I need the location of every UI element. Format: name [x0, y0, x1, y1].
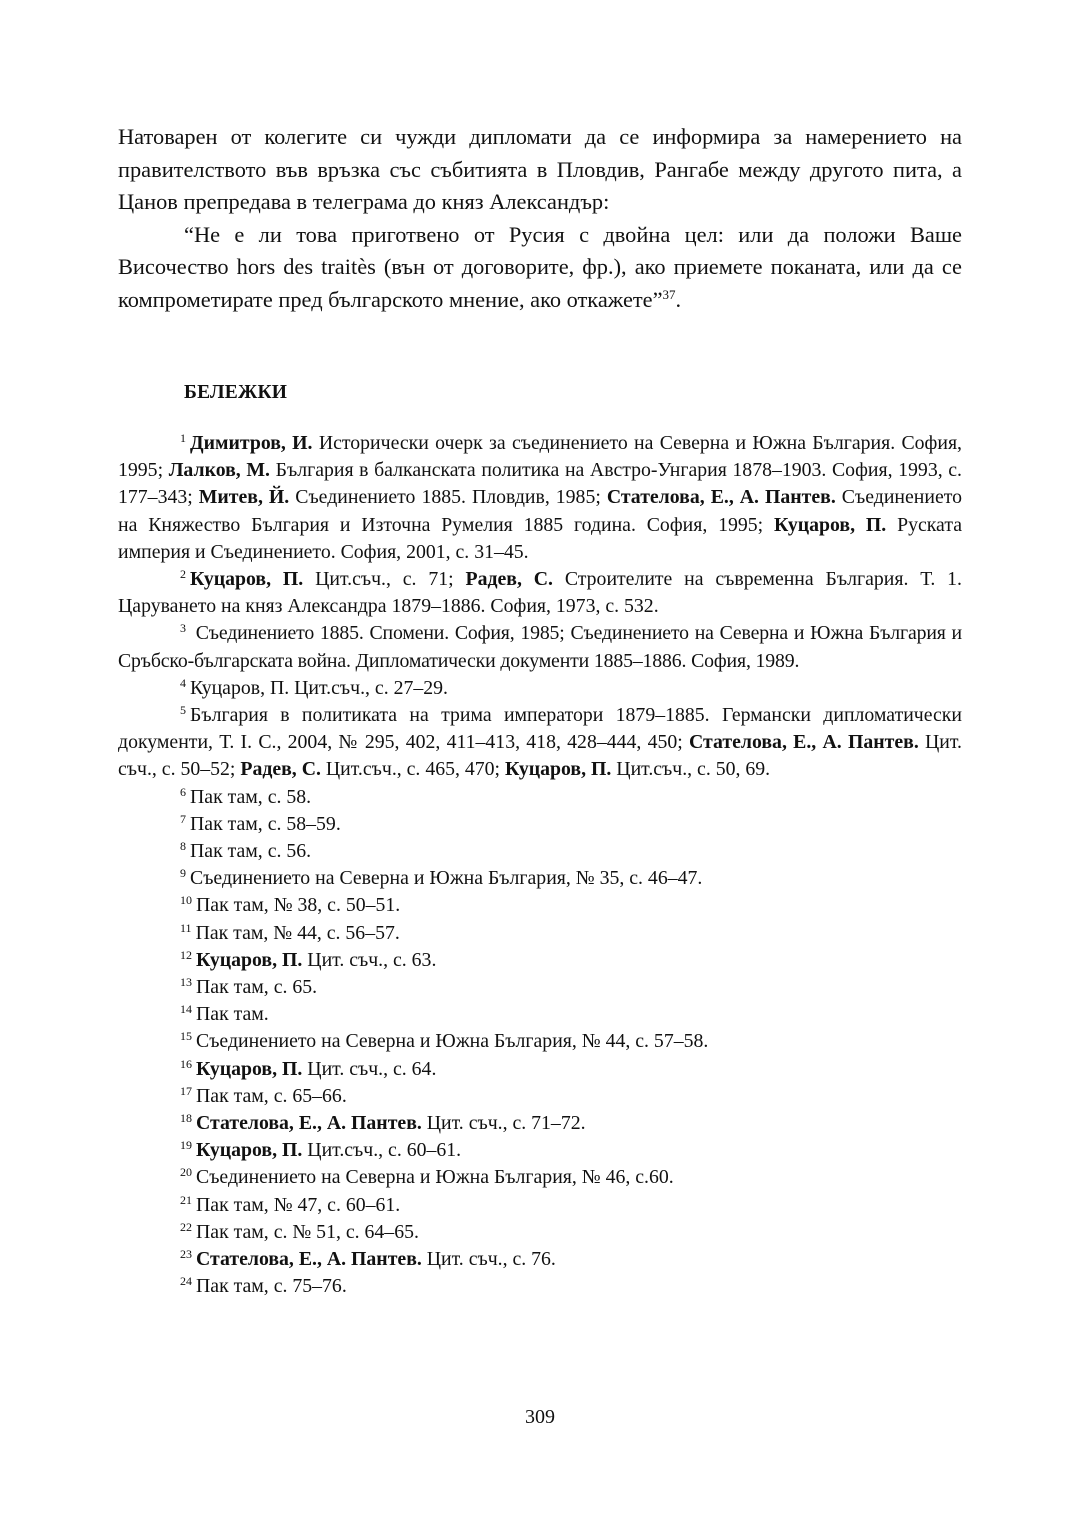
note-text: Съединението на Княжество България и Източна Румелия 1885 година. София, 1995; — [118, 486, 962, 536]
note-author: Лалков, М. — [168, 459, 270, 482]
note-item — [118, 838, 962, 865]
note-text: Строителите на съвременна България. Т. 1. Царуването на княз Александра 1879–1886. София, 1973, с. 532. — [118, 568, 962, 618]
note-number: 8 — [180, 839, 186, 854]
note-text: Пак там, с. 65–66. — [196, 1084, 347, 1107]
note-number: 22 — [180, 1219, 192, 1234]
note-text: Пак там. — [196, 1003, 269, 1026]
note-item — [118, 702, 962, 784]
note-author: Стателова, Е., А. Пантев. — [196, 1112, 422, 1135]
note-item — [118, 865, 962, 892]
note-number: 15 — [180, 1029, 192, 1044]
note-number: 11 — [180, 920, 192, 935]
quote-paragraph — [118, 219, 962, 317]
note-author: Куцаров, П. — [196, 948, 303, 971]
note-item — [118, 620, 962, 674]
note-text: Цит.съч., с. 50, 69. — [611, 758, 771, 781]
note-text: Съединението на Северна и Южна България, № 44, с. 57–58. — [196, 1030, 709, 1053]
note-item — [118, 566, 962, 620]
note-text: Цит. съч., с. 64. — [302, 1057, 437, 1080]
page-content — [118, 121, 962, 1301]
note-item — [118, 1273, 962, 1300]
notes-heading: БЕЛЕЖКИ — [184, 382, 288, 403]
footnote-reference: 37 — [662, 286, 676, 302]
note-text: Пак там, № 44, с. 56–57. — [195, 921, 400, 944]
note-item — [118, 1137, 962, 1164]
note-author: Куцаров, П. — [190, 568, 304, 591]
notes-list — [118, 430, 962, 1301]
quote-end: . — [675, 286, 682, 312]
note-text: Цит.съч., с. 71; — [303, 568, 466, 591]
note-text: Руската империя и Съединението. София, 2001, с. 31–45. — [118, 513, 962, 563]
note-number: 24 — [180, 1274, 192, 1289]
note-number: 20 — [180, 1165, 192, 1180]
note-number: 12 — [180, 947, 192, 962]
note-item — [118, 947, 962, 974]
note-item — [118, 1110, 962, 1137]
note-text: Пак там, с. 65. — [196, 976, 318, 999]
note-item — [118, 1083, 962, 1110]
note-author: Куцаров, П. — [196, 1139, 303, 1162]
note-number: 5 — [180, 703, 186, 718]
note-number: 4 — [180, 675, 186, 690]
quote-text: “Не е ли това приготвено от Русия с двойна цел: или да положи Ваше Височество hors des traitès (вън от договорите, фр.), ако приемете поканата, или да се компрометирате пред българското мнение, ако откажете” — [118, 221, 962, 312]
note-author: Митев, Й. — [198, 486, 290, 509]
note-author: Димитров, И. — [190, 432, 313, 454]
note-text: Исторически очерк за съединението на Северна и Южна България. София, 1995; — [118, 432, 962, 482]
note-text: България в балканската политика на Австро-Унгария 1878–1903. София, 1993, с. 177–343; — [118, 459, 962, 509]
note-number: 23 — [180, 1247, 192, 1262]
note-text: Съединението 1885. Спомени. София, 1985; Съединението на Северна и Южна България и Сръбско-българската война. Дипломатически документи 1885–1886. София, 1989. — [118, 622, 962, 672]
note-number: 18 — [180, 1111, 192, 1126]
note-text: Пак там, № 38, с. 50–51. — [196, 894, 401, 917]
note-text: Куцаров, П. Цит.съч., с. 27–29. — [190, 676, 448, 699]
note-text: Пак там, с. № 51, с. 64–65. — [196, 1220, 419, 1243]
note-author: Стателова, Е., А. Пантев. — [196, 1248, 422, 1271]
note-number: 19 — [180, 1138, 192, 1153]
note-number: 7 — [180, 811, 186, 826]
note-text: Пак там, с. 56. — [190, 840, 312, 863]
note-text: Цит. съч., с. 76. — [421, 1248, 556, 1271]
note-author: Стателова, Е., А. Пантев. — [606, 486, 836, 509]
note-number: 1 — [180, 431, 186, 445]
note-text: Цит. съч., с. 63. — [302, 948, 437, 971]
note-author: Радев, С. — [465, 568, 553, 591]
note-number: 9 — [180, 866, 186, 881]
note-author: Стателова, Е., А. Пантев. — [689, 731, 919, 754]
note-text: Пак там, № 47, с. 60–61. — [196, 1193, 401, 1216]
note-item — [118, 675, 962, 702]
note-number: 3 — [180, 621, 186, 636]
note-item — [118, 784, 962, 811]
note-text: Пак там, с. 75–76. — [196, 1275, 347, 1298]
note-text: Цит.съч., с. 60–61. — [302, 1139, 462, 1162]
note-item — [118, 974, 962, 1001]
note-text: Цит. съч., с. 71–72. — [421, 1112, 586, 1135]
note-item — [118, 892, 962, 919]
note-text: Цит.съч., с. 465, 470; — [320, 758, 505, 781]
note-text: Съединението на Северна и Южна България, № 46, с.60. — [196, 1166, 674, 1189]
note-number: 10 — [180, 893, 192, 908]
note-item — [118, 811, 962, 838]
note-text: Цит. съч., с. 50–52; — [118, 731, 962, 781]
note-number: 2 — [180, 567, 186, 582]
note-number: 14 — [180, 1002, 192, 1017]
note-text: Съединението 1885. Пловдив, 1985; — [289, 486, 607, 509]
body-paragraph: Натоварен от колегите си чужди дипломати да се информира за намерението на правителството във връзка със събитията в Пловдив, Рангабе между другото пита, а Цанов препредава в телеграма до княз Александър: — [118, 124, 962, 214]
note-item — [118, 1246, 962, 1273]
note-number: 16 — [180, 1056, 192, 1071]
note-text: Пак там, с. 58–59. — [190, 812, 341, 835]
note-item — [118, 1219, 962, 1246]
note-text: Пак там, с. 58. — [190, 785, 312, 808]
note-number: 13 — [180, 975, 192, 990]
note-item — [118, 1028, 962, 1055]
note-text: Съединението на Северна и Южна България, № 35, с. 46–47. — [190, 867, 703, 890]
note-author: Радев, С. — [240, 758, 321, 781]
body-text — [118, 121, 962, 316]
note-item — [118, 1056, 962, 1083]
note-author: Куцаров, П. — [505, 758, 612, 781]
note-item — [118, 1192, 962, 1219]
note-item — [118, 920, 962, 947]
note-item — [118, 430, 962, 566]
note-number: 17 — [180, 1083, 192, 1098]
note-text: България в политиката на трима императори 1879–1885. Германски дипломатически документи, Т. I. С., 2004, № 295, 402, 411–413, 418, 428–444, 450; — [118, 704, 962, 754]
note-number: 21 — [180, 1192, 192, 1207]
note-item — [118, 1164, 962, 1191]
note-number: 6 — [180, 784, 186, 799]
note-author: Куцаров, П. — [196, 1057, 303, 1080]
page-number: 309 — [525, 1406, 555, 1428]
note-item — [118, 1001, 962, 1028]
note-author: Куцаров, П. — [774, 513, 887, 536]
